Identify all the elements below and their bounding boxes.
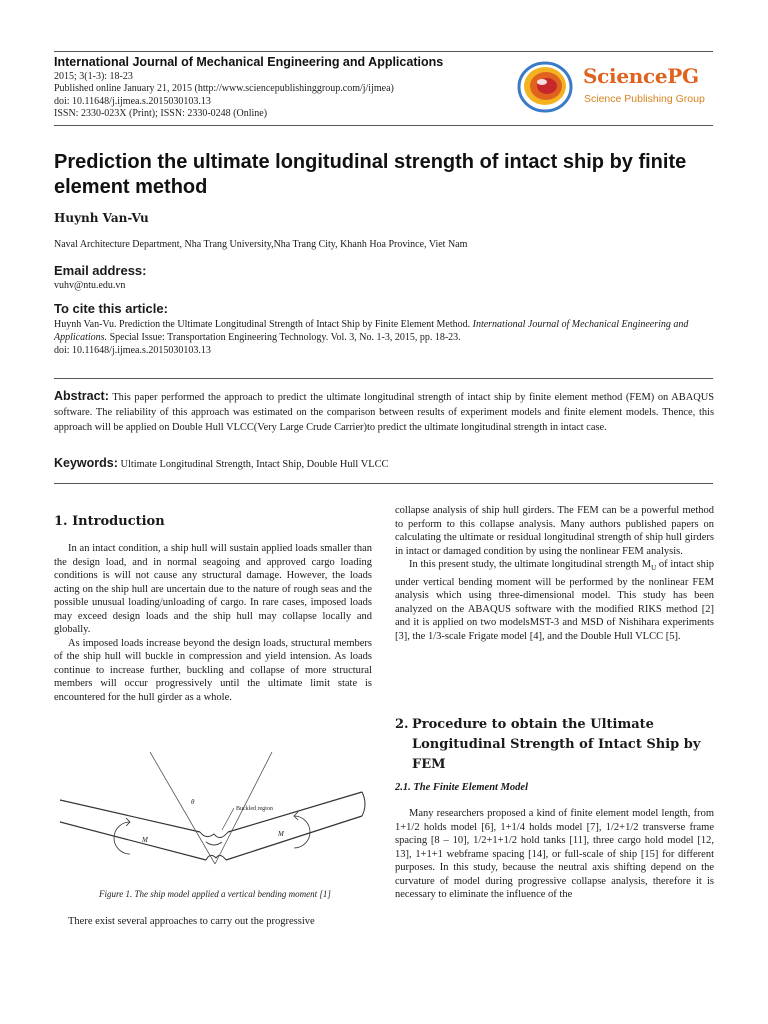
buckled-region-pointer (222, 808, 234, 830)
citation-main: Huynh Van-Vu. Prediction the Ultimate Longitudinal Strength of Intact Ship by Finite Element Method. (54, 319, 471, 330)
citation-doi: doi: 10.11648/j.ijmea.s.2015030103.13 (54, 345, 211, 356)
paragraph: There exist several approaches to carry out the progressive (68, 916, 315, 927)
meta-doi: doi: 10.11648/j.ijmea.s.2015030103.13 (54, 95, 211, 107)
figure-1-caption: Figure 1. The ship model applied a vertical bending moment [1] (99, 889, 331, 899)
hull-left-segment (60, 800, 206, 860)
hull-right-end (362, 792, 365, 816)
paragraph-text-b: of intact ship under vertical bending moment will be performed by the nonlinear FEM analysis which using three-dimensional model. This study has been analyzed on the ABAQUS software with the modified RIKS method [2] and it is applied on two modelsMST-3 and MSD of Nishihara experiments [3], the 1/3-scale Frigate model [4], and the Double Hull VLCC [5]. (395, 559, 714, 642)
meta-issn: ISSN: 2330-023X (Print); ISSN: 2330-0248 (Online) (54, 108, 268, 120)
keywords-text: Ultimate Longitudinal Strength, Intact Ship, Double Hull VLCC (120, 459, 389, 470)
meta-published: Published online January 21, 2015 (http://www.sciencepublishinggroup.com/j/ijmea) (54, 83, 394, 95)
logo-wordmark: SciencePG (583, 64, 699, 88)
section-1-body (54, 542, 372, 704)
paragraph: In an intact condition, a ship hull will sustain applied loads smaller than the design load, and in normal seagoing and approved cargo loading conditions is will not cause any structural damage. However, the loads acting on the ship hull are uncertain due to the nature of rough seas and the possible unusual loading/unloading of cargo. In rare cases, imposed loads may exceed design loads and the ship hull may collapse locally and globally. (54, 543, 372, 635)
citation-journal: International Journal of Mechanical Engineering and Applications. (54, 319, 689, 343)
email-address[interactable]: vuhv@ntu.edu.vn (54, 280, 126, 291)
paragraph: As imposed loads increase beyond the design loads, structural members of the ship hull will buckle in compression and yield intension. As loads continue to increase further, buckling and collapse of more structural members will occur progressively until the ultimate limit state is encountered for the hull girder as a whole. (54, 637, 372, 703)
figure-1-ship-bending (60, 752, 370, 882)
moment-arrow-right-icon (294, 816, 310, 848)
right-column-intro (395, 504, 714, 643)
section-1-heading: 1. Introduction (54, 514, 165, 529)
section-2-heading (395, 715, 715, 775)
keywords-label: Keywords: (54, 456, 118, 470)
journal-name: International Journal of Mechanical Engineering and Applications (54, 55, 444, 69)
author-affiliation: Naval Architecture Department, Nha Trang University,Nha Trang City, Khanh Hoa Province, Viet Nam (54, 239, 468, 250)
subscript-u: U (651, 564, 657, 573)
abstract-text: This paper performed the approach to predict the ultimate longitudinal strength of intact ship by finite element method (FEM) on ABAQUS software. The reliability of this approach was estimated on the comparison between results of experiment models and finite element models. Thence, this approach will be applied on Double Hull VLCC(Very Large Crude Carrier)to predict the ultimate longitudinal strength in intact case. (54, 392, 714, 433)
section-1-body-continued (54, 915, 372, 929)
section-2-1-heading: 2.1. The Finite Element Model (395, 782, 528, 793)
section-2-number: 2. (395, 717, 409, 732)
logo-swirl-icon (515, 57, 577, 115)
section-2-title: Procedure to obtain the Ultimate Longitudinal Strength of Intact Ship by FEM (412, 717, 701, 772)
abstract-bottom-rule (54, 483, 713, 484)
moment-label-right: M (278, 830, 284, 838)
paragraph (395, 558, 714, 643)
abstract (54, 389, 714, 435)
neutral-line-left (150, 752, 215, 864)
email-label: Email address: (54, 263, 147, 278)
cite-label: To cite this article: (54, 301, 168, 316)
buckled-region-label: Buckled region (236, 806, 273, 812)
citation (54, 318, 714, 357)
citation-issue: Special Issue: Transportation Engineering Technology. Vol. 3, No. 1-3, 2015, pp. 18-23. (109, 332, 461, 343)
section-2-1-body (395, 807, 714, 902)
author-name: Huynh Van-Vu (54, 211, 149, 225)
paragraph-text-a: In this present study, the ultimate longitudinal strength M (409, 559, 652, 570)
abstract-label: Abstract: (54, 389, 109, 403)
logo-subtitle: Science Publishing Group (584, 93, 705, 105)
sciencepg-logo (515, 57, 715, 115)
paragraph: Many researchers proposed a kind of finite element model length, from 1+1/2 holds model [6], 1+1/4 holds model [7], 1/2+1/2 transverse frame spacing [8 – 10], 1/2+1+1/2 hold tanks [11], three cargo hold model [12, 13], 1+1+1 webframe spacing [14], or full-scale of ship [15] for different purposes. In this study, because the neutral axis shifting depend on the curvature of model during progressive collapse analysis, therefore it is necessary to eliminate the influence of the (395, 808, 714, 900)
journal-meta (54, 71, 394, 121)
abstract-top-rule (54, 378, 713, 379)
paper-title: Prediction the ultimate longitudinal strength of intact ship by finite element method (54, 151, 687, 198)
logo-highlight (537, 79, 547, 85)
header-bottom-rule (54, 125, 713, 126)
moment-label-left: M (142, 836, 148, 844)
paragraph: collapse analysis of ship hull girders. The FEM can be a powerful method to perform to this collapse analysis. Many authors published papers on calculating the ultimate or residual longitudinal strength of ship hull girders in intact or damaged condition by using the nonlinear FEM analysis. (395, 505, 714, 557)
meta-volume: 2015; 3(1-3): 18-23 (54, 71, 133, 82)
header-top-rule (54, 51, 713, 52)
keywords (54, 456, 714, 472)
theta-label: θ (191, 798, 195, 806)
